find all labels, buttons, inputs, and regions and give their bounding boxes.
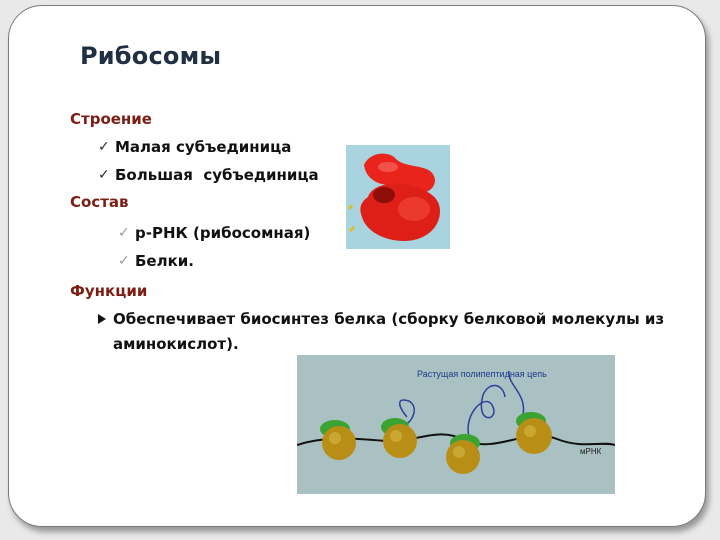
- section-heading-functions: Функции: [70, 282, 148, 300]
- list-item-label: Малая субъединица: [115, 138, 292, 156]
- checkmark-icon: ✓: [118, 225, 130, 241]
- list-item-label: р-РНК (рибосомная): [135, 224, 311, 242]
- slide-title: Рибосомы: [80, 42, 222, 70]
- list-item-function: [98, 308, 664, 355]
- list-item-label: Большая субъединица: [115, 166, 319, 184]
- function-text-line1: Обеспечивает биосинтез белка (сборку белковой молекулы из: [113, 310, 665, 328]
- checkmark-icon: ✓: [118, 253, 130, 269]
- diagram-caption: Растущая полипептидная цепь: [417, 369, 547, 379]
- function-text-line2: аминокислот).: [113, 335, 239, 353]
- section-heading-composition: Состав: [70, 193, 129, 211]
- checkmark-icon: ✓: [98, 167, 110, 183]
- list-item-label: Белки.: [135, 252, 194, 270]
- list-item-large-subunit: [98, 164, 319, 186]
- checkmark-icon: ✓: [98, 139, 110, 155]
- translation-diagram: [297, 355, 615, 494]
- arrow-bullet-icon: [98, 314, 106, 324]
- ribosome-illustration: [346, 145, 450, 249]
- list-item-small-subunit: [98, 136, 291, 158]
- section-heading-structure: Строение: [70, 110, 152, 128]
- list-item-proteins: [118, 250, 194, 272]
- mrna-label: мРНК: [580, 447, 602, 456]
- ribosome-3: [446, 434, 480, 474]
- list-item-rrna: [118, 222, 310, 244]
